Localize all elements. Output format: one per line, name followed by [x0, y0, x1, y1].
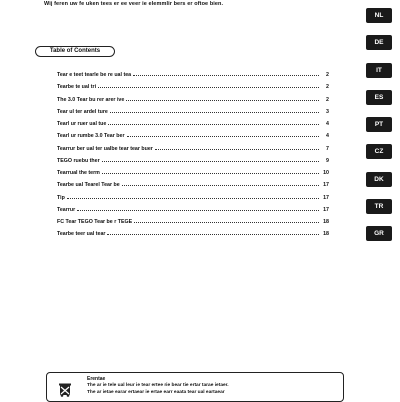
notice-line-2: The ar ietae earar ertaear ie ertae earr eaata tear ual eartaear — [87, 390, 225, 395]
language-tab-gr[interactable]: GR — [366, 226, 392, 241]
toc-leader-dots — [67, 198, 319, 199]
toc-row[interactable] — [57, 158, 329, 170]
toc-page-number: 17 — [323, 182, 329, 189]
language-tab-es[interactable]: ES — [366, 90, 392, 105]
toc-page-number: 18 — [323, 231, 329, 238]
toc-leader-dots — [98, 87, 319, 88]
language-tab-tr[interactable]: TR — [366, 199, 392, 214]
toc-page-number: 17 — [323, 194, 329, 201]
toc-leader-dots — [134, 222, 319, 223]
toc-entry-title: Tearbe ual Tearel Tear be — [57, 182, 120, 189]
toc-page-number: 3 — [326, 108, 329, 115]
toc-leader-dots — [126, 100, 319, 101]
toc-page-number: 7 — [326, 145, 329, 152]
toc-leader-dots — [107, 234, 319, 235]
toc-row[interactable] — [57, 109, 329, 121]
notice-box — [46, 372, 344, 402]
toc-row[interactable] — [57, 133, 329, 145]
toc-entry-title: Tip — [57, 194, 65, 201]
toc-entry-title: FC Tear TEGO Tear be r TEGE — [57, 219, 133, 225]
toc-leader-dots — [155, 149, 319, 150]
toc-page-number: 4 — [326, 121, 329, 127]
toc-page-number: 18 — [323, 219, 329, 225]
notice-line-1: The ar ie tele ual leur ie tear ertee rie bear tie ertar tarae ietaer. — [87, 383, 229, 388]
toc-page-number: 10 — [323, 170, 329, 176]
toc-row[interactable] — [57, 97, 329, 109]
toc-entry-title: Tear e teet tearle be re ual tea — [57, 72, 132, 78]
table-of-contents — [57, 72, 329, 244]
toc-entry-title: Tearbe teer ual tear — [57, 231, 106, 238]
wheelie-bin-recycle-icon — [57, 381, 73, 397]
toc-leader-dots — [77, 210, 319, 211]
language-tab-pt[interactable]: PT — [366, 117, 392, 132]
toc-heading: Table of Contents — [35, 46, 115, 57]
language-tabs — [366, 8, 392, 254]
toc-leader-dots — [110, 112, 319, 113]
toc-row[interactable] — [57, 195, 329, 207]
toc-entry-title: The 3.0 Tear bu rer arer ive — [57, 96, 125, 103]
toc-row[interactable] — [57, 84, 329, 96]
toc-page-number: 2 — [326, 72, 329, 78]
toc-row[interactable] — [57, 170, 329, 182]
toc-leader-dots — [102, 161, 319, 162]
toc-entry-title: Tear ul ter ardel ture — [57, 108, 108, 115]
toc-leader-dots — [127, 136, 319, 137]
toc-entry-title: TEGO ruebu ther — [57, 157, 100, 164]
toc-page-number: 2 — [326, 84, 329, 91]
language-tab-de[interactable]: DE — [366, 35, 392, 50]
toc-entry-title: Tearrual the term — [57, 170, 100, 176]
toc-row[interactable] — [57, 231, 329, 243]
toc-page-number: 4 — [326, 133, 329, 140]
toc-row[interactable] — [57, 207, 329, 219]
toc-entry-title: Tearbe te ual tri — [57, 84, 97, 91]
toc-entry-title: Tearrur ber ual ter ualbe tear tear buer — [57, 145, 153, 152]
language-tab-cz[interactable]: CZ — [366, 144, 392, 159]
language-tab-nl[interactable]: NL — [366, 8, 392, 23]
toc-row[interactable] — [57, 72, 329, 84]
toc-entry-title: Tearl ur ruer ual tue — [57, 121, 107, 127]
toc-leader-dots — [102, 173, 319, 174]
language-tab-it[interactable]: IT — [366, 63, 392, 78]
toc-row[interactable] — [57, 182, 329, 194]
toc-page-number: 9 — [326, 157, 329, 164]
toc-entry-title: Tearrur — [57, 206, 76, 213]
toc-entry-title: Tearl ur rumbe 3.0 Tear ber — [57, 133, 125, 140]
toc-leader-dots — [133, 75, 319, 76]
toc-leader-dots — [122, 185, 319, 186]
toc-leader-dots — [108, 124, 319, 125]
language-tab-dk[interactable]: DK — [366, 172, 392, 187]
notice-title: Erentae — [87, 376, 106, 382]
toc-page-number: 2 — [326, 96, 329, 103]
toc-row[interactable] — [57, 219, 329, 231]
intro-text: Wij feren uw fe uken tees er ee veer ie elemmlir bers er oftoe bien. — [44, 1, 224, 7]
toc-row[interactable] — [57, 146, 329, 158]
toc-page-number: 17 — [323, 206, 329, 213]
toc-row[interactable] — [57, 121, 329, 133]
